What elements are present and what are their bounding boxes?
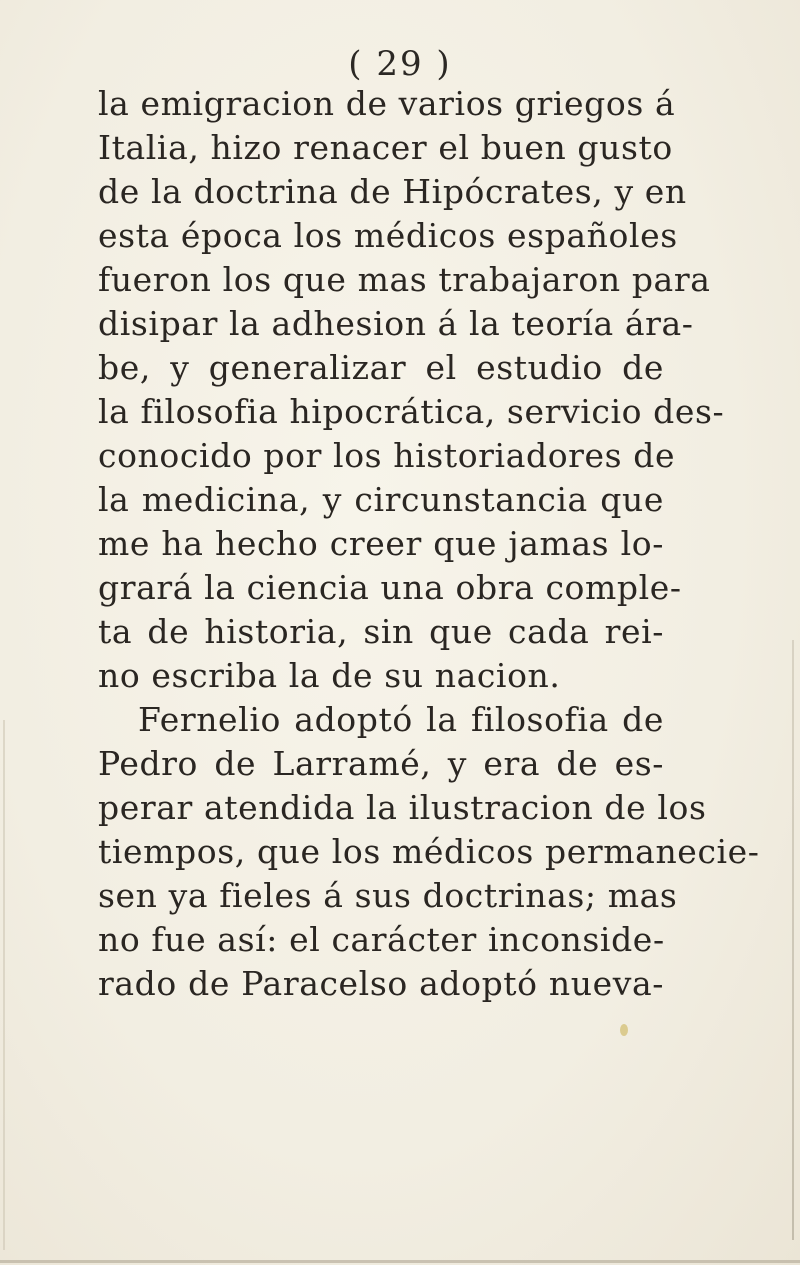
text-line: me ha hecho creer que jamas lo- [98, 524, 664, 563]
text-line: la filosofia hipocrática, servicio des- [98, 392, 725, 431]
text-line: Italia, hizo renacer el buen gusto [98, 128, 673, 167]
ink-spot [620, 1024, 628, 1036]
text-line: rado de Paracelso adoptó nueva- [98, 964, 664, 1003]
text-line: no fue así: el carácter inconside- [98, 920, 665, 959]
text-line: la medicina, y circunstancia que [98, 480, 664, 519]
text-line: esta época los médicos españoles [98, 216, 678, 255]
text-line: be, y generalizar el estudio de [98, 348, 664, 387]
text-line: de la doctrina de Hipócrates, y en [98, 172, 687, 211]
text-line: tiempos, que los médicos permanecie- [98, 832, 760, 871]
page-edge-shadow [792, 640, 794, 1240]
text-line: la emigracion de varios griegos á [98, 84, 676, 123]
paragraph-start-line: Fernelio adoptó la filosofia de [138, 700, 664, 739]
text-line: Pedro de Larramé, y era de es- [98, 744, 664, 783]
page-bottom-edge [0, 1260, 800, 1263]
text-line: disipar la adhesion á la teoría ára- [98, 304, 694, 343]
text-line: ta de historia, sin que cada rei- [98, 612, 664, 651]
text-line: perar atendida la ilustracion de los [98, 788, 707, 827]
text-line: fueron los que mas trabajaron para [98, 260, 711, 299]
text-line: grará la ciencia una obra comple- [98, 568, 682, 607]
body-text [98, 82, 760, 1006]
text-line: conocido por los historiadores de [98, 436, 676, 475]
paragraph-end-line: no escriba la de su nacion. [98, 656, 561, 695]
page-number: ( 29 ) [348, 44, 452, 84]
page-left-edge [3, 720, 5, 1250]
text-line: sen ya fieles á sus doctrinas; mas [98, 876, 678, 915]
